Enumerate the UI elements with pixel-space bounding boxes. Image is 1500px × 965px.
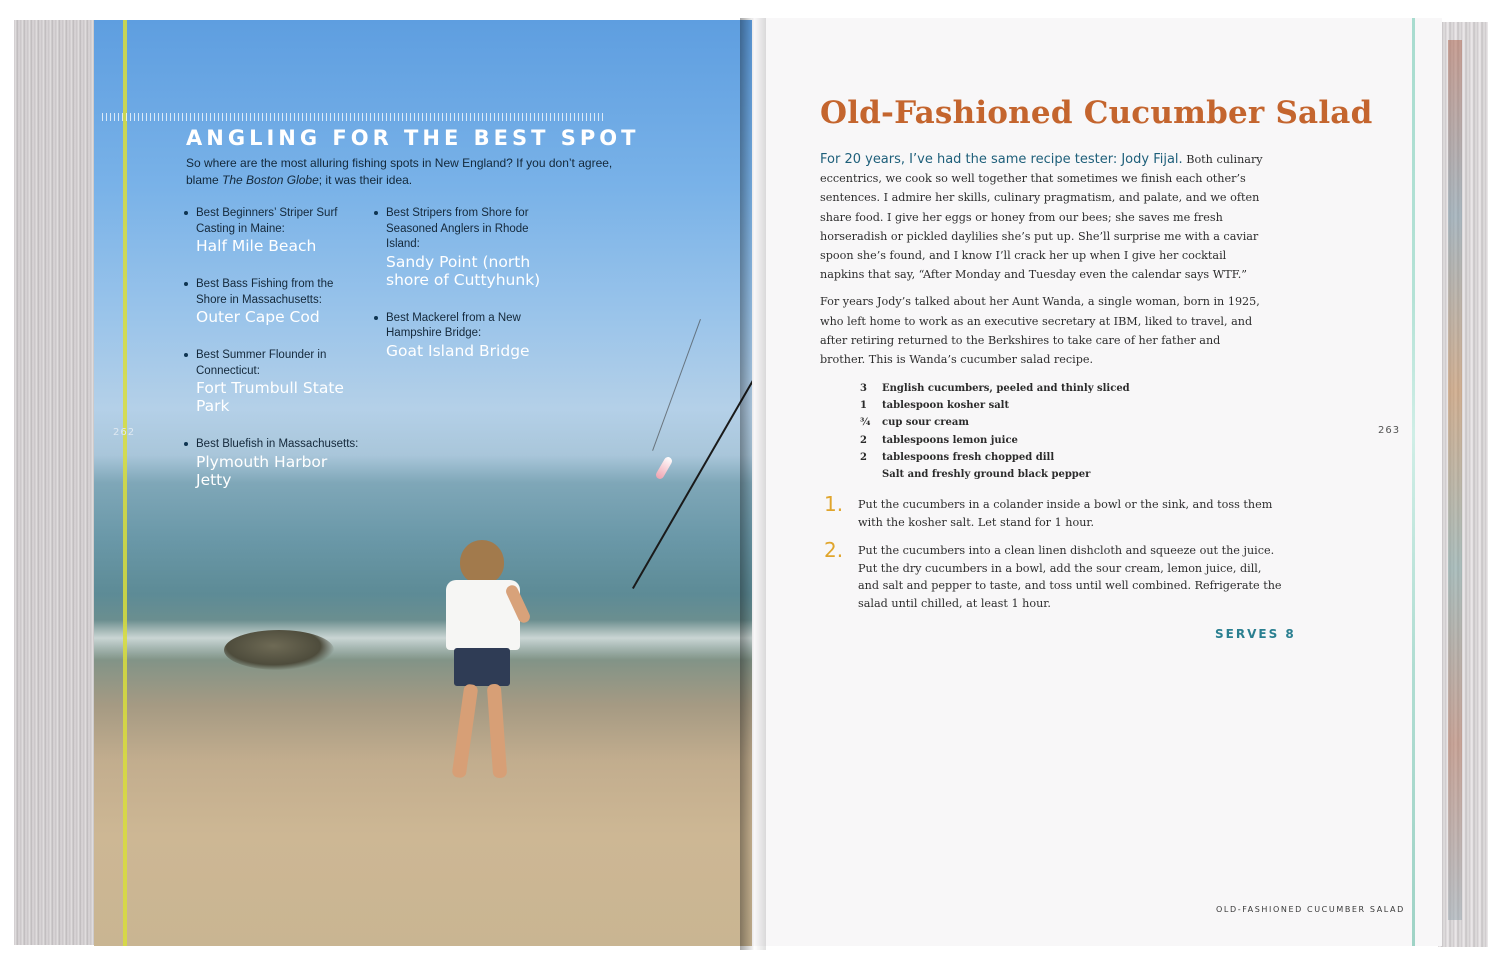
bullet-icon bbox=[374, 211, 378, 215]
sidebar-intro bbox=[186, 155, 616, 189]
step-text: Put the cucumbers in a colander inside a bowl or the sink, and toss them with the kosher salt. Let stand for 1 hour. bbox=[858, 498, 1273, 529]
step-number: 1. bbox=[824, 492, 844, 516]
bullet-icon bbox=[184, 353, 188, 357]
sidebar-title: ANGLING FOR THE BEST SPOT bbox=[186, 126, 640, 150]
sidebar-intro-text: So where are the most alluring fishing spots in New England? If you don’t agree, blame bbox=[186, 156, 613, 187]
ingredient-quantity: 2 bbox=[860, 451, 867, 463]
ingredient-quantity: 3 bbox=[860, 383, 867, 395]
headnote-lead: For 20 years, I’ve had the same recipe tester: Jody Fijal. bbox=[820, 152, 1183, 167]
boy-shorts bbox=[454, 648, 510, 686]
right-page-recipe bbox=[752, 18, 1442, 946]
boy-fishing-figure bbox=[432, 540, 562, 800]
page-edge-color-bands bbox=[1448, 40, 1462, 920]
spot-category: Best Beginners’ Striper Surf Casting in Maine: bbox=[196, 207, 338, 235]
recipe-steps bbox=[824, 492, 1284, 624]
fishing-line bbox=[652, 319, 701, 451]
sidebar-intro-end: ; it was their idea. bbox=[318, 173, 413, 187]
spot-name: Goat Island Bridge bbox=[386, 341, 530, 360]
left-page-photo bbox=[94, 20, 752, 946]
page-number-right: 263 bbox=[1378, 425, 1401, 436]
list-item bbox=[184, 348, 364, 415]
sidebar-intro-publication: The Boston Globe bbox=[222, 173, 319, 187]
list-item bbox=[860, 449, 1240, 466]
spot-name: Half Mile Beach bbox=[196, 237, 317, 255]
headnote-paragraph-1 bbox=[820, 150, 1266, 284]
ingredient-name: English cucumbers, peeled and thinly sliced bbox=[882, 383, 1130, 395]
ingredient-name: tablespoon kosher salt bbox=[882, 400, 1010, 412]
bullet-icon bbox=[184, 282, 188, 286]
book-spine-shadow bbox=[740, 18, 766, 950]
fishing-spots-column-1 bbox=[184, 206, 364, 489]
list-item bbox=[860, 466, 1240, 483]
step-text: Put the cucumbers into a clean linen dishcloth and squeeze out the juice. Put the dry cucumbers in a bowl, add the sour cream, lemon juice, dill, and salt and pepper to taste, and toss until well combined. Refrigerate the salad until chilled, at least 1 hour. bbox=[858, 544, 1282, 610]
ingredient-quantity: ¾ bbox=[860, 417, 871, 429]
spot-name: Outer Cape Cod bbox=[196, 308, 320, 326]
boy-right-leg bbox=[487, 684, 508, 779]
bullet-icon bbox=[374, 316, 378, 320]
bullet-icon bbox=[184, 211, 188, 215]
recipe-headnote bbox=[820, 150, 1266, 377]
fishing-rod bbox=[632, 337, 752, 589]
serves-label: SERVES 8 bbox=[1215, 627, 1296, 641]
ingredient-name: Salt and freshly ground black pepper bbox=[882, 469, 1091, 481]
boy-left-leg bbox=[452, 683, 479, 778]
ingredient-name: tablespoons fresh chopped dill bbox=[882, 451, 1055, 463]
ingredient-quantity: 2 bbox=[860, 434, 867, 446]
spot-category: Best Stripers from Shore for Seasoned Anglers in Rhode Island: bbox=[386, 207, 529, 250]
spot-name: Fort Trumbull State Park bbox=[196, 379, 344, 415]
spot-category: Best Bass Fishing from the Shore in Massachusetts: bbox=[196, 278, 334, 306]
spot-name: Plymouth Harbor Jetty bbox=[196, 452, 328, 489]
ingredient-name: tablespoons lemon juice bbox=[882, 434, 1018, 446]
list-item bbox=[860, 414, 1240, 431]
ingredient-name: cup sour cream bbox=[882, 417, 969, 429]
list-item bbox=[860, 397, 1240, 414]
surf-foam bbox=[94, 620, 752, 660]
boy-hair bbox=[460, 540, 504, 584]
page-number-left: 262 bbox=[113, 427, 136, 438]
ingredient-quantity: 1 bbox=[860, 400, 867, 412]
list-item bbox=[824, 538, 1284, 612]
spot-category: Best Summer Flounder in Connecticut: bbox=[196, 349, 327, 377]
step-number: 2. bbox=[824, 538, 844, 563]
list-item bbox=[860, 432, 1240, 449]
spot-category: Best Bluefish in Massachusetts: bbox=[196, 438, 359, 450]
list-item bbox=[374, 206, 554, 289]
ingredient-list bbox=[860, 380, 1240, 483]
list-item bbox=[824, 492, 1284, 531]
bullet-icon bbox=[184, 442, 188, 446]
fishing-spots-column-2 bbox=[374, 206, 554, 360]
beach-rock bbox=[224, 630, 334, 670]
recipe-title: Old-Fashioned Cucumber Salad bbox=[820, 95, 1373, 131]
list-item bbox=[374, 311, 554, 360]
list-item bbox=[184, 206, 364, 255]
left-page-edges bbox=[14, 20, 96, 945]
spot-name: Sandy Point (north shore of Cuttyhunk) bbox=[386, 252, 541, 289]
list-item bbox=[860, 380, 1240, 397]
right-page-edges bbox=[1438, 22, 1488, 947]
list-item bbox=[184, 277, 364, 326]
fishing-lure bbox=[655, 456, 674, 481]
teal-vertical-rule bbox=[1412, 18, 1415, 946]
sidebar-dash-rule bbox=[102, 113, 606, 121]
yellow-vertical-rule bbox=[123, 20, 127, 946]
running-footer: OLD-FASHIONED CUCUMBER SALAD bbox=[1216, 905, 1405, 914]
headnote-paragraph-2: For years Jody’s talked about her Aunt Wanda, a single woman, born in 1925, who left home to work as an executive secretary at IBM, liked to travel, and after retiring returned to the Berkshires to take care of her father and brother. This is Wanda’s cucumber salad recipe. bbox=[820, 295, 1260, 367]
list-item bbox=[184, 437, 364, 489]
headnote-body: Both culinary eccentrics, we cook so well together that sometimes we finish each other’s sentences. I admire her skills, culinary pragmatism, and palate, and we often share food. I give her eggs or honey from our bees; she saves me fresh horseradish or pickled daylilies she’s put up. She’ll surprise me with a caviar spoon she’s found, and I know I’ll crack her up when I give her cocktail napkins that say, “After Monday and Tuesday even the calendar says WTF.” bbox=[820, 153, 1263, 282]
spot-category: Best Mackerel from a New Hampshire Bridge: bbox=[386, 311, 521, 339]
